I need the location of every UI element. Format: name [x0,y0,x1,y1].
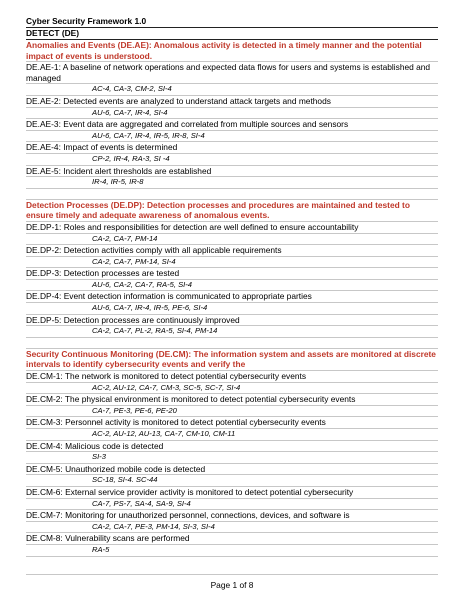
control-references: RA-5 [26,545,438,557]
subcategory-text: DE.CM-1: The network is monitored to detect potential cybersecurity events [26,371,438,383]
footer-rule [26,574,438,575]
subcategory-text: DE.CM-8: Vulnerability scans are performed [26,533,438,545]
control-references: AC-2, AU-12, CA-7, CM-3, SC-5, SC-7, SI-4 [26,383,438,395]
subcategory-item [26,62,438,96]
control-references: AU-6, CA-2, CA-7, RA-5, SI-4 [26,280,438,292]
subcategory-item [26,464,438,487]
control-references: CA-2, CA-7, PE-3, PM-14, SI-3, SI-4 [26,522,438,534]
subcategory-text: DE.CM-7: Monitoring for unauthorized personnel, connections, devices, and software is [26,510,438,522]
control-references: AU-6, CA-7, IR-4, IR-5, IR-8, SI-4 [26,131,438,143]
control-references: AC-4, CA-3, CM-2, SI-4 [26,84,438,96]
subcategory-text: DE.DP-3: Detection processes are tested [26,268,438,280]
subcategory-text: DE.AE-2: Detected events are analyzed to understand attack targets and methods [26,96,438,108]
subcategory-item [26,119,438,142]
subcategory-text: DE.AE-1: A baseline of network operations and expected data flows for users and systems is established and managed [26,62,438,84]
page-footer: Page 1 of 8 [210,580,254,590]
subcategory-item [26,441,438,464]
control-references: SC-18, SI-4. SC-44 [26,475,438,487]
section [26,349,438,557]
subcategory-item [26,96,438,119]
subcategory-text: DE.DP-4: Event detection information is communicated to appropriate parties [26,291,438,303]
document-page [26,16,438,557]
document-title: Cyber Security Framework 1.0 [26,16,438,28]
subcategory-text: DE.DP-1: Roles and responsibilities for detection are well defined to ensure accountability [26,222,438,234]
section-title: Security Continuous Monitoring (DE.CM): The information system and assets are monitored at discrete intervals to identify cybersecurity events and verify the [26,349,438,371]
control-references: CA-7, PS-7, SA-4, SA-9, SI-4 [26,499,438,511]
subcategory-text: DE.DP-5: Detection processes are continuously improved [26,315,438,327]
subcategory-item [26,142,438,165]
subcategory-text: DE.AE-5: Incident alert thresholds are established [26,166,438,178]
subcategory-item [26,315,438,338]
subcategory-text: DE.CM-3: Personnel activity is monitored to detect potential cybersecurity events [26,417,438,429]
section-spacer [26,338,438,349]
subcategory-text: DE.AE-4: Impact of events is determined [26,142,438,154]
control-references: AU-6, CA-7, IR-4, SI-4 [26,108,438,120]
function-title: DETECT (DE) [26,28,438,40]
subcategory-text: DE.CM-2: The physical environment is monitored to detect potential cybersecurity events [26,394,438,406]
section [26,200,438,349]
subcategory-item [26,268,438,291]
section [26,40,438,200]
subcategory-text: DE.CM-6: External service provider activity is monitored to detect potential cybersecurity [26,487,438,499]
subcategory-text: DE.DP-2: Detection activities comply with all applicable requirements [26,245,438,257]
sections-container [26,40,438,557]
control-references: CA-2, CA-7, PM-14, SI-4 [26,257,438,269]
section-title: Detection Processes (DE.DP): Detection processes and procedures are maintained and tested to ensure timely and adequate awareness of anomalous events. [26,200,438,222]
control-references: CA-2, CA-7, PM-14 [26,234,438,246]
subcategory-item [26,510,438,533]
subcategory-item [26,533,438,556]
subcategory-text: DE.CM-5: Unauthorized mobile code is detected [26,464,438,476]
subcategory-item [26,245,438,268]
section-spacer [26,189,438,200]
control-references: SI-3 [26,452,438,464]
subcategory-item [26,291,438,314]
section-title: Anomalies and Events (DE.AE): Anomalous activity is detected in a timely manner and the potential impact of events is understood. [26,40,438,62]
subcategory-item [26,222,438,245]
control-references: CP-2, IR-4, RA-3, SI -4 [26,154,438,166]
subcategory-item [26,166,438,189]
control-references: AU-6, CA-7, IR-4, IR-5, PE-6, SI-4 [26,303,438,315]
subcategory-item [26,371,438,394]
subcategory-item [26,394,438,417]
subcategory-text: DE.AE-3: Event data are aggregated and correlated from multiple sources and sensors [26,119,438,131]
control-references: CA-7, PE-3, PE-6, PE-20 [26,406,438,418]
subcategory-item [26,417,438,440]
control-references: CA-2, CA-7, PL-2, RA-5, SI-4, PM-14 [26,326,438,338]
control-references: AC-2, AU-12, AU-13, CA-7, CM-10, CM-11 [26,429,438,441]
control-references: IR-4, IR-5, IR-8 [26,177,438,189]
subcategory-item [26,487,438,510]
subcategory-text: DE.CM-4: Malicious code is detected [26,441,438,453]
